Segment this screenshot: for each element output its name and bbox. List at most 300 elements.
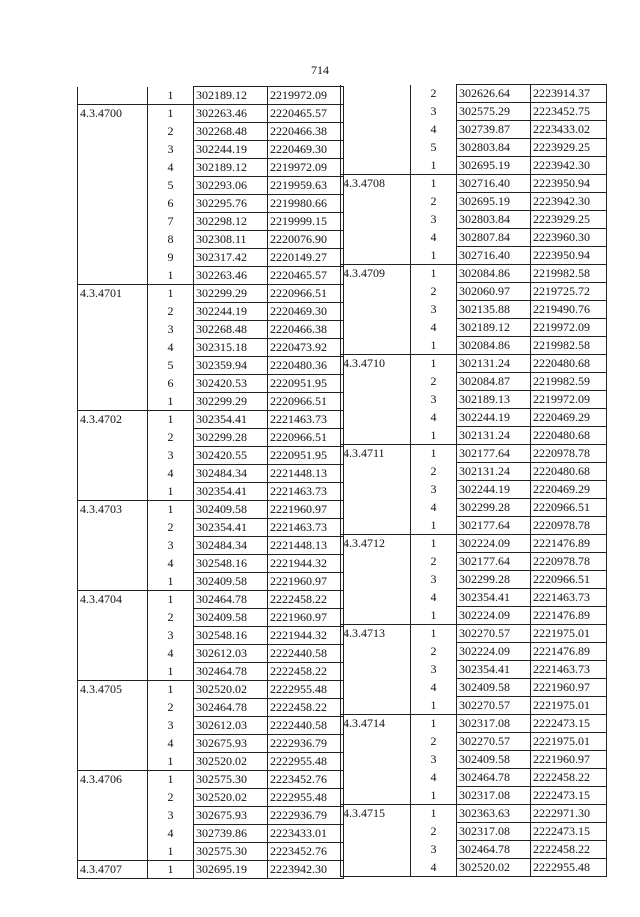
point-number-cell: 1 <box>148 393 194 411</box>
table-row <box>78 375 344 393</box>
point-number-cell: 1 <box>411 427 457 445</box>
point-number-cell: 1 <box>411 607 457 625</box>
table-row <box>78 285 344 303</box>
point-number-cell: 3 <box>411 211 457 229</box>
coordinate-table-left <box>77 86 344 879</box>
plot-id-cell <box>341 85 411 103</box>
table-row <box>78 87 344 105</box>
table-row <box>341 211 607 229</box>
y-coordinate-cell: 2222458.22 <box>531 769 607 787</box>
plot-id-cell: 4.3.4708 <box>341 175 411 193</box>
y-coordinate-cell: 2219972.09 <box>531 391 607 409</box>
table-row <box>78 843 344 861</box>
point-number-cell: 2 <box>148 609 194 627</box>
x-coordinate-cell: 302299.28 <box>194 429 268 447</box>
y-coordinate-cell: 2222936.79 <box>268 735 344 753</box>
table-row <box>78 645 344 663</box>
x-coordinate-cell: 302224.09 <box>457 535 531 553</box>
table-row <box>341 265 607 283</box>
y-coordinate-cell: 2219972.09 <box>268 159 344 177</box>
table-row <box>341 859 607 877</box>
point-number-cell: 4 <box>411 409 457 427</box>
table-row <box>341 553 607 571</box>
plot-id-cell: 4.3.4713 <box>341 625 411 643</box>
plot-id-cell <box>78 825 148 843</box>
table-row <box>341 427 607 445</box>
y-coordinate-cell: 2219982.59 <box>531 373 607 391</box>
y-coordinate-cell: 2221463.73 <box>268 483 344 501</box>
point-number-cell: 1 <box>411 175 457 193</box>
point-number-cell: 2 <box>148 123 194 141</box>
y-coordinate-cell: 2221476.89 <box>531 607 607 625</box>
point-number-cell: 4 <box>411 319 457 337</box>
plot-id-cell <box>341 211 411 229</box>
point-number-cell: 4 <box>148 555 194 573</box>
plot-id-cell <box>78 663 148 681</box>
table-row <box>341 373 607 391</box>
point-number-cell: 1 <box>148 105 194 123</box>
plot-id-cell <box>78 789 148 807</box>
x-coordinate-cell: 302464.78 <box>194 591 268 609</box>
point-number-cell: 1 <box>411 337 457 355</box>
table-row <box>341 391 607 409</box>
point-number-cell: 2 <box>411 643 457 661</box>
plot-id-cell <box>341 283 411 301</box>
point-number-cell: 1 <box>411 157 457 175</box>
table-row <box>78 105 344 123</box>
page-number: 714 <box>311 63 329 77</box>
y-coordinate-cell: 2221463.73 <box>268 519 344 537</box>
point-number-cell: 1 <box>411 715 457 733</box>
x-coordinate-cell: 302409.58 <box>457 751 531 769</box>
y-coordinate-cell: 2222440.58 <box>268 645 344 663</box>
y-coordinate-cell: 2221944.32 <box>268 555 344 573</box>
table-row <box>78 483 344 501</box>
x-coordinate-cell: 302177.64 <box>457 517 531 535</box>
x-coordinate-cell: 302354.41 <box>194 483 268 501</box>
y-coordinate-cell: 2223929.25 <box>531 211 607 229</box>
plot-id-cell: 4.3.4712 <box>341 535 411 553</box>
x-coordinate-cell: 302464.78 <box>457 841 531 859</box>
plot-id-cell <box>341 733 411 751</box>
x-coordinate-cell: 302484.34 <box>194 465 268 483</box>
plot-id-cell: 4.3.4702 <box>78 411 148 429</box>
table-row <box>341 85 607 103</box>
plot-id-cell <box>78 159 148 177</box>
table-row <box>78 573 344 591</box>
y-coordinate-cell: 2222936.79 <box>268 807 344 825</box>
point-number-cell: 1 <box>148 663 194 681</box>
x-coordinate-cell: 302270.57 <box>457 733 531 751</box>
table-row <box>78 663 344 681</box>
plot-id-cell <box>341 589 411 607</box>
x-coordinate-cell: 302359.94 <box>194 357 268 375</box>
y-coordinate-cell: 2223433.02 <box>531 121 607 139</box>
plot-id-cell <box>78 447 148 465</box>
point-number-cell: 3 <box>411 481 457 499</box>
table-row <box>341 499 607 517</box>
point-number-cell: 1 <box>411 247 457 265</box>
plot-id-cell: 4.3.4711 <box>341 445 411 463</box>
y-coordinate-cell: 2221975.01 <box>531 697 607 715</box>
y-coordinate-cell: 2220480.36 <box>268 357 344 375</box>
x-coordinate-cell: 302354.41 <box>194 411 268 429</box>
table-row <box>341 355 607 373</box>
y-coordinate-cell: 2221448.13 <box>268 465 344 483</box>
table-row <box>341 607 607 625</box>
table-row <box>341 139 607 157</box>
table-row <box>341 841 607 859</box>
plot-id-cell <box>341 499 411 517</box>
x-coordinate-cell: 302739.87 <box>457 121 531 139</box>
table-row <box>78 267 344 285</box>
plot-id-cell <box>341 769 411 787</box>
point-number-cell: 4 <box>148 465 194 483</box>
table-row <box>78 537 344 555</box>
x-coordinate-cell: 302695.19 <box>194 861 268 879</box>
point-number-cell: 2 <box>411 283 457 301</box>
point-number-cell: 1 <box>411 517 457 535</box>
plot-id-cell <box>341 247 411 265</box>
y-coordinate-cell: 2223452.76 <box>268 771 344 789</box>
x-coordinate-cell: 302244.19 <box>457 481 531 499</box>
point-number-cell: 1 <box>411 805 457 823</box>
point-number-cell: 2 <box>411 85 457 103</box>
y-coordinate-cell: 2223433.01 <box>268 825 344 843</box>
x-coordinate-cell: 302177.64 <box>457 445 531 463</box>
x-coordinate-cell: 302626.64 <box>457 85 531 103</box>
x-coordinate-cell: 302548.16 <box>194 555 268 573</box>
point-number-cell: 3 <box>411 751 457 769</box>
y-coordinate-cell: 2220480.68 <box>531 355 607 373</box>
y-coordinate-cell: 2220966.51 <box>531 499 607 517</box>
x-coordinate-cell: 302520.02 <box>457 859 531 877</box>
table-row <box>341 481 607 499</box>
plot-id-cell <box>78 753 148 771</box>
plot-id-cell <box>341 409 411 427</box>
x-coordinate-cell: 302520.02 <box>194 681 268 699</box>
y-coordinate-cell: 2222458.22 <box>268 699 344 717</box>
plot-id-cell <box>78 735 148 753</box>
table-row <box>78 555 344 573</box>
point-number-cell: 1 <box>411 445 457 463</box>
point-number-cell: 9 <box>148 249 194 267</box>
table-row <box>341 769 607 787</box>
point-number-cell: 1 <box>148 285 194 303</box>
y-coordinate-cell: 2223452.75 <box>531 103 607 121</box>
plot-id-cell <box>78 213 148 231</box>
x-coordinate-cell: 302224.09 <box>457 607 531 625</box>
plot-id-cell <box>341 859 411 877</box>
y-coordinate-cell: 2220469.30 <box>268 303 344 321</box>
x-coordinate-cell: 302317.08 <box>457 787 531 805</box>
plot-id-cell <box>78 699 148 717</box>
table-row <box>78 429 344 447</box>
plot-id-cell <box>341 193 411 211</box>
coordinate-table-right <box>340 84 607 877</box>
x-coordinate-cell: 302354.41 <box>457 661 531 679</box>
y-coordinate-cell: 2223960.30 <box>531 229 607 247</box>
x-coordinate-cell: 302675.93 <box>194 735 268 753</box>
y-coordinate-cell: 2223914.37 <box>531 85 607 103</box>
y-coordinate-cell: 2222473.15 <box>531 715 607 733</box>
point-number-cell: 8 <box>148 231 194 249</box>
x-coordinate-cell: 302293.06 <box>194 177 268 195</box>
x-coordinate-cell: 302317.08 <box>457 823 531 841</box>
x-coordinate-cell: 302317.42 <box>194 249 268 267</box>
plot-id-cell <box>341 301 411 319</box>
y-coordinate-cell: 2222955.48 <box>268 789 344 807</box>
point-number-cell: 1 <box>411 787 457 805</box>
x-coordinate-cell: 302420.55 <box>194 447 268 465</box>
table-row <box>341 589 607 607</box>
point-number-cell: 2 <box>148 789 194 807</box>
plot-id-cell <box>78 303 148 321</box>
x-coordinate-cell: 302299.28 <box>457 499 531 517</box>
point-number-cell: 6 <box>148 375 194 393</box>
point-number-cell: 1 <box>148 861 194 879</box>
point-number-cell: 5 <box>411 139 457 157</box>
plot-id-cell <box>78 465 148 483</box>
y-coordinate-cell: 2221960.97 <box>531 679 607 697</box>
point-number-cell: 4 <box>411 121 457 139</box>
y-coordinate-cell: 2220978.78 <box>531 517 607 535</box>
plot-id-cell <box>78 519 148 537</box>
table-row <box>341 463 607 481</box>
y-coordinate-cell: 2222458.22 <box>531 841 607 859</box>
table-row <box>341 445 607 463</box>
table-row <box>78 249 344 267</box>
y-coordinate-cell: 2220149.27 <box>268 249 344 267</box>
plot-id-cell <box>341 427 411 445</box>
table-row <box>341 823 607 841</box>
table-row <box>341 157 607 175</box>
point-number-cell: 4 <box>411 229 457 247</box>
plot-id-cell <box>78 195 148 213</box>
point-number-cell: 4 <box>411 499 457 517</box>
plot-id-cell: 4.3.4705 <box>78 681 148 699</box>
y-coordinate-cell: 2219959.63 <box>268 177 344 195</box>
table-row <box>78 735 344 753</box>
x-coordinate-cell: 302298.12 <box>194 213 268 231</box>
table-row <box>341 247 607 265</box>
table-row <box>78 609 344 627</box>
point-number-cell: 4 <box>148 645 194 663</box>
x-coordinate-cell: 302263.46 <box>194 105 268 123</box>
y-coordinate-cell: 2220469.30 <box>268 141 344 159</box>
x-coordinate-cell: 302224.09 <box>457 643 531 661</box>
y-coordinate-cell: 2221960.97 <box>268 573 344 591</box>
y-coordinate-cell: 2221463.73 <box>531 589 607 607</box>
x-coordinate-cell: 302409.58 <box>194 573 268 591</box>
point-number-cell: 3 <box>148 807 194 825</box>
y-coordinate-cell: 2219725.72 <box>531 283 607 301</box>
x-coordinate-cell: 302189.12 <box>457 319 531 337</box>
plot-id-cell: 4.3.4700 <box>78 105 148 123</box>
y-coordinate-cell: 2220469.29 <box>531 481 607 499</box>
plot-id-cell <box>341 661 411 679</box>
x-coordinate-cell: 302675.93 <box>194 807 268 825</box>
y-coordinate-cell: 2221476.89 <box>531 643 607 661</box>
plot-id-cell <box>341 607 411 625</box>
table-row <box>78 195 344 213</box>
plot-id-cell <box>341 643 411 661</box>
point-number-cell: 2 <box>411 193 457 211</box>
x-coordinate-cell: 302739.86 <box>194 825 268 843</box>
x-coordinate-cell: 302716.40 <box>457 247 531 265</box>
plot-id-cell <box>341 553 411 571</box>
y-coordinate-cell: 2220480.68 <box>531 427 607 445</box>
point-number-cell: 2 <box>411 463 457 481</box>
point-number-cell: 2 <box>148 519 194 537</box>
y-coordinate-cell: 2219972.09 <box>268 87 344 105</box>
table-row <box>78 825 344 843</box>
table-row <box>78 231 344 249</box>
y-coordinate-cell: 2221960.97 <box>531 751 607 769</box>
plot-id-cell <box>341 481 411 499</box>
x-coordinate-cell: 302244.19 <box>194 141 268 159</box>
x-coordinate-cell: 302409.58 <box>194 501 268 519</box>
x-coordinate-cell: 302354.41 <box>194 519 268 537</box>
point-number-cell: 2 <box>148 429 194 447</box>
table-row <box>78 465 344 483</box>
y-coordinate-cell: 2220480.68 <box>531 463 607 481</box>
x-coordinate-cell: 302363.63 <box>457 805 531 823</box>
table-row <box>78 411 344 429</box>
point-number-cell: 5 <box>148 357 194 375</box>
x-coordinate-cell: 302420.53 <box>194 375 268 393</box>
y-coordinate-cell: 2223942.30 <box>531 193 607 211</box>
point-number-cell: 1 <box>148 843 194 861</box>
plot-id-cell <box>78 627 148 645</box>
point-number-cell: 3 <box>411 661 457 679</box>
point-number-cell: 5 <box>148 177 194 195</box>
plot-id-cell <box>78 645 148 663</box>
plot-id-cell <box>341 139 411 157</box>
point-number-cell: 3 <box>148 141 194 159</box>
y-coordinate-cell: 2219980.66 <box>268 195 344 213</box>
plot-id-cell <box>78 141 148 159</box>
plot-id-cell <box>341 157 411 175</box>
plot-id-cell <box>78 555 148 573</box>
table-row <box>341 283 607 301</box>
x-coordinate-cell: 302268.48 <box>194 123 268 141</box>
y-coordinate-cell: 2223950.94 <box>531 247 607 265</box>
y-coordinate-cell: 2221960.97 <box>268 501 344 519</box>
point-number-cell: 6 <box>148 195 194 213</box>
table-row <box>78 753 344 771</box>
x-coordinate-cell: 302084.86 <box>457 337 531 355</box>
point-number-cell: 4 <box>148 339 194 357</box>
plot-id-cell <box>341 103 411 121</box>
y-coordinate-cell: 2223942.30 <box>531 157 607 175</box>
plot-id-cell <box>341 121 411 139</box>
point-number-cell: 3 <box>411 103 457 121</box>
plot-id-cell <box>341 697 411 715</box>
table-row <box>78 501 344 519</box>
plot-id-cell <box>78 375 148 393</box>
plot-id-cell <box>341 841 411 859</box>
y-coordinate-cell: 2221975.01 <box>531 733 607 751</box>
y-coordinate-cell: 2223929.25 <box>531 139 607 157</box>
point-number-cell: 4 <box>148 159 194 177</box>
y-coordinate-cell: 2220469.29 <box>531 409 607 427</box>
point-number-cell: 4 <box>148 825 194 843</box>
point-number-cell: 1 <box>148 483 194 501</box>
point-number-cell: 2 <box>148 699 194 717</box>
y-coordinate-cell: 2222458.22 <box>268 663 344 681</box>
x-coordinate-cell: 302270.57 <box>457 625 531 643</box>
x-coordinate-cell: 302548.16 <box>194 627 268 645</box>
y-coordinate-cell: 2220978.78 <box>531 553 607 571</box>
y-coordinate-cell: 2220951.95 <box>268 375 344 393</box>
point-number-cell: 1 <box>411 355 457 373</box>
x-coordinate-cell: 302354.41 <box>457 589 531 607</box>
x-coordinate-cell: 302299.29 <box>194 285 268 303</box>
plot-id-cell <box>78 609 148 627</box>
x-coordinate-cell: 302189.12 <box>194 159 268 177</box>
x-coordinate-cell: 302270.57 <box>457 697 531 715</box>
y-coordinate-cell: 2222971.30 <box>531 805 607 823</box>
plot-id-cell <box>78 321 148 339</box>
y-coordinate-cell: 2220951.95 <box>268 447 344 465</box>
table-row <box>78 627 344 645</box>
point-number-cell: 4 <box>411 679 457 697</box>
y-coordinate-cell: 2219982.58 <box>531 337 607 355</box>
x-coordinate-cell: 302060.97 <box>457 283 531 301</box>
plot-id-cell: 4.3.4707 <box>78 861 148 879</box>
x-coordinate-cell: 302695.19 <box>457 157 531 175</box>
x-coordinate-cell: 302268.48 <box>194 321 268 339</box>
plot-id-cell: 4.3.4703 <box>78 501 148 519</box>
y-coordinate-cell: 2221463.73 <box>531 661 607 679</box>
x-coordinate-cell: 302464.78 <box>457 769 531 787</box>
point-number-cell: 3 <box>148 717 194 735</box>
point-number-cell: 3 <box>411 571 457 589</box>
table-row <box>78 141 344 159</box>
x-coordinate-cell: 302084.87 <box>457 373 531 391</box>
y-coordinate-cell: 2220966.51 <box>268 285 344 303</box>
y-coordinate-cell: 2220465.57 <box>268 105 344 123</box>
x-coordinate-cell: 302612.03 <box>194 717 268 735</box>
point-number-cell: 1 <box>148 591 194 609</box>
table-row <box>78 591 344 609</box>
plot-id-cell <box>78 177 148 195</box>
point-number-cell: 1 <box>148 771 194 789</box>
plot-id-cell <box>78 429 148 447</box>
point-number-cell: 7 <box>148 213 194 231</box>
table-row <box>78 807 344 825</box>
table-row <box>78 177 344 195</box>
table-row <box>78 303 344 321</box>
x-coordinate-cell: 302464.78 <box>194 663 268 681</box>
x-coordinate-cell: 302464.78 <box>194 699 268 717</box>
y-coordinate-cell: 2219982.58 <box>531 265 607 283</box>
point-number-cell: 1 <box>411 697 457 715</box>
table-row <box>341 229 607 247</box>
plot-id-cell <box>78 87 148 105</box>
plot-id-cell <box>341 319 411 337</box>
table-row <box>341 733 607 751</box>
plot-id-cell <box>78 717 148 735</box>
point-number-cell: 1 <box>148 267 194 285</box>
table-row <box>341 787 607 805</box>
table-row <box>341 625 607 643</box>
x-coordinate-cell: 302244.19 <box>457 409 531 427</box>
y-coordinate-cell: 2219490.76 <box>531 301 607 319</box>
y-coordinate-cell: 2222955.48 <box>268 753 344 771</box>
plot-id-cell <box>78 483 148 501</box>
